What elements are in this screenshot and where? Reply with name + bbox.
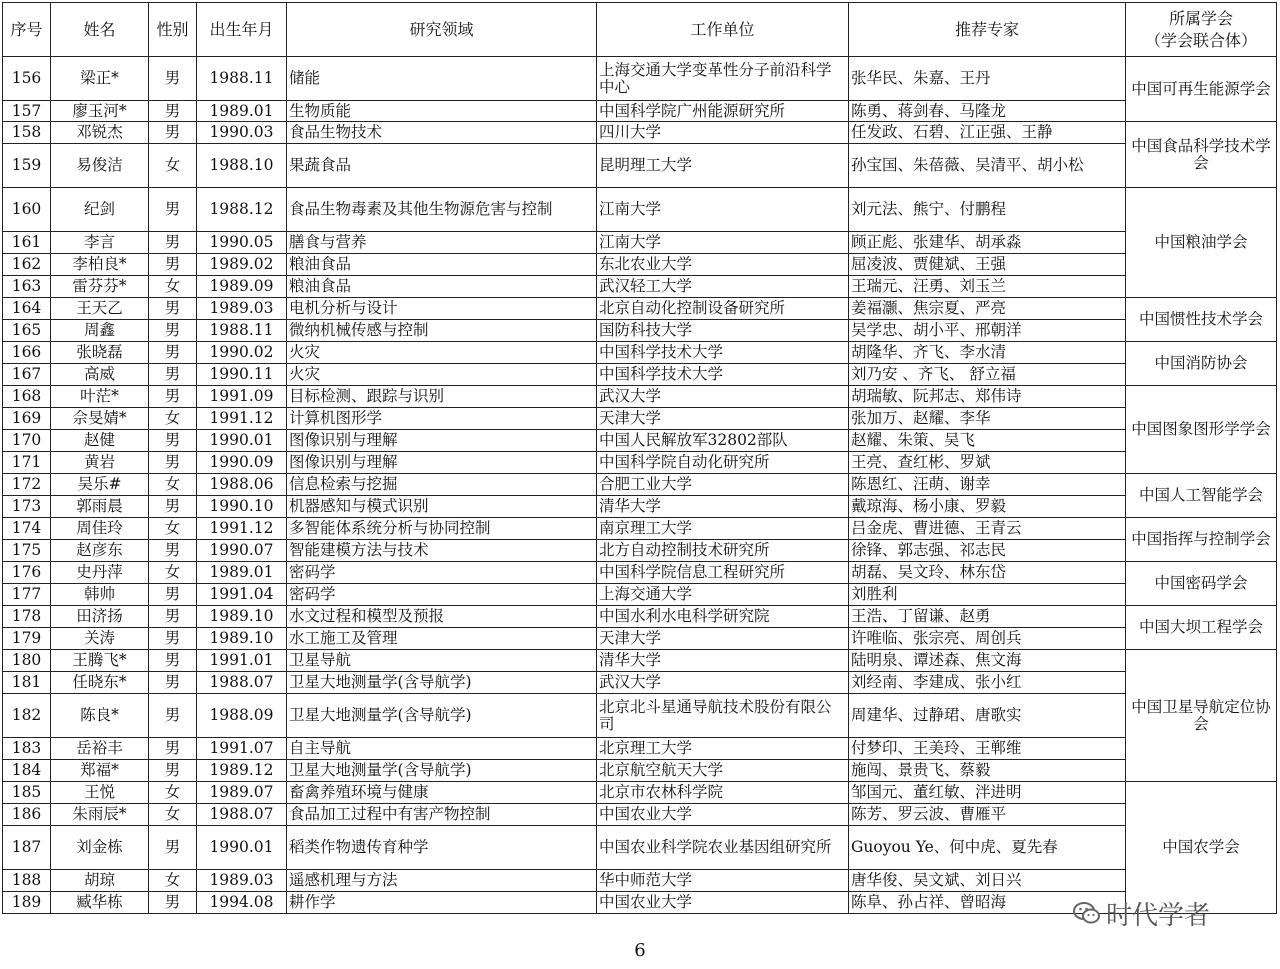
- table-row: [3, 760, 1277, 782]
- cell-no: 180: [3, 650, 51, 672]
- cell-birth: 1989.02: [197, 254, 287, 276]
- cell-field: 卫星大地测量学(含导航学): [287, 672, 597, 694]
- cell-field: 火灾: [287, 364, 597, 386]
- table-row: [3, 518, 1277, 540]
- cell-unit: 中国农业科学院农业基因组研究所: [597, 826, 849, 870]
- cell-birth: 1990.09: [197, 452, 287, 474]
- cell-unit: 北京理工大学: [597, 738, 849, 760]
- cell-experts: 陆明泉、谭述森、焦文海: [849, 650, 1126, 672]
- cell-unit: 中国农业大学: [597, 804, 849, 826]
- cell-field: 密码学: [287, 562, 597, 584]
- cell-name: 纪剑: [51, 188, 149, 232]
- cell-experts: 胡隆华、齐飞、李水清: [849, 342, 1126, 364]
- cell-name: 胡琼: [51, 870, 149, 892]
- cell-name: 郭雨晨: [51, 496, 149, 518]
- cell-birth: 1991.12: [197, 408, 287, 430]
- table-row: [3, 474, 1277, 496]
- cell-no: 174: [3, 518, 51, 540]
- cell-field: 计算机图形学: [287, 408, 597, 430]
- cell-field: 图像识别与理解: [287, 430, 597, 452]
- cell-field: 卫星导航: [287, 650, 597, 672]
- cell-unit: 中国人民解放军32802部队: [597, 430, 849, 452]
- cell-experts: 王瑞元、汪勇、刘玉兰: [849, 276, 1126, 298]
- watermark: [1072, 895, 1252, 931]
- cell-experts: 许唯临、张宗亮、周创兵: [849, 628, 1126, 650]
- cell-field: 耕作学: [287, 892, 597, 914]
- cell-name: 关涛: [51, 628, 149, 650]
- cell-no: 171: [3, 452, 51, 474]
- cell-no: 181: [3, 672, 51, 694]
- cell-unit: 四川大学: [597, 122, 849, 144]
- cell-name: 叶茫*: [51, 386, 149, 408]
- cell-birth: 1989.07: [197, 782, 287, 804]
- cell-society: 中国可再生能源学会: [1126, 57, 1277, 122]
- cell-sex: 女: [149, 474, 197, 496]
- cell-name: 吴乐#: [51, 474, 149, 496]
- cell-birth: 1989.10: [197, 606, 287, 628]
- table-body: [3, 57, 1277, 914]
- cell-field: 食品加工过程中有害产物控制: [287, 804, 597, 826]
- cell-no: 161: [3, 232, 51, 254]
- cell-experts: 吕金虎、曹进德、王青云: [849, 518, 1126, 540]
- cell-name: 高威: [51, 364, 149, 386]
- cell-society: 中国农学会: [1126, 782, 1277, 914]
- cell-no: 156: [3, 57, 51, 101]
- cell-no: 165: [3, 320, 51, 342]
- cell-field: 储能: [287, 57, 597, 101]
- cell-unit: 清华大学: [597, 650, 849, 672]
- cell-unit: 中国水利水电科学研究院: [597, 606, 849, 628]
- table-row: [3, 606, 1277, 628]
- cell-sex: 女: [149, 562, 197, 584]
- table-row: [3, 452, 1277, 474]
- cell-unit: 武汉轻工大学: [597, 276, 849, 298]
- cell-unit: 北京航空航天大学: [597, 760, 849, 782]
- cell-sex: 男: [149, 606, 197, 628]
- page-number: 6: [634, 940, 646, 961]
- cell-birth: 1989.03: [197, 298, 287, 320]
- table-row: [3, 386, 1277, 408]
- cell-no: 188: [3, 870, 51, 892]
- cell-unit: 上海交通大学变革性分子前沿科学中心: [597, 57, 849, 101]
- cell-no: 176: [3, 562, 51, 584]
- cell-birth: 1989.10: [197, 628, 287, 650]
- cell-sex: 男: [149, 738, 197, 760]
- cell-unit: 武汉大学: [597, 672, 849, 694]
- cell-field: 稻类作物遗传育种学: [287, 826, 597, 870]
- cell-society: 中国指挥与控制学会: [1126, 518, 1277, 562]
- cell-no: 163: [3, 276, 51, 298]
- cell-sex: 男: [149, 364, 197, 386]
- cell-sex: 男: [149, 101, 197, 122]
- cell-name: 任晓东*: [51, 672, 149, 694]
- column-header: 研究领域: [287, 3, 597, 57]
- table-row: [3, 738, 1277, 760]
- table-row: [3, 804, 1277, 826]
- cell-name: 臧华栋: [51, 892, 149, 914]
- cell-field: 遥感机理与方法: [287, 870, 597, 892]
- cell-name: 朱雨辰*: [51, 804, 149, 826]
- cell-experts: 屈凌波、贾健斌、王强: [849, 254, 1126, 276]
- cell-society: 中国密码学会: [1126, 562, 1277, 606]
- cell-birth: 1988.11: [197, 57, 287, 101]
- table-row: [3, 694, 1277, 738]
- cell-no: 172: [3, 474, 51, 496]
- table-row: [3, 826, 1277, 870]
- cell-field: 智能建模方法与技术: [287, 540, 597, 562]
- cell-sex: 男: [149, 650, 197, 672]
- cell-experts: 邹国元、董红敏、泮进明: [849, 782, 1126, 804]
- table-row: [3, 496, 1277, 518]
- cell-name: 黄岩: [51, 452, 149, 474]
- cell-field: 畜禽养殖环境与健康: [287, 782, 597, 804]
- cell-unit: 南京理工大学: [597, 518, 849, 540]
- cell-sex: 女: [149, 144, 197, 188]
- cell-experts: 陈勇、蒋剑春、马隆龙: [849, 101, 1126, 122]
- cell-sex: 男: [149, 584, 197, 606]
- cell-no: 179: [3, 628, 51, 650]
- cell-no: 168: [3, 386, 51, 408]
- cell-name: 邓锐杰: [51, 122, 149, 144]
- cell-birth: 1990.10: [197, 496, 287, 518]
- table-row: [3, 408, 1277, 430]
- cell-sex: 女: [149, 870, 197, 892]
- cell-sex: 男: [149, 188, 197, 232]
- cell-name: 韩帅: [51, 584, 149, 606]
- cell-birth: 1991.04: [197, 584, 287, 606]
- cell-sex: 女: [149, 518, 197, 540]
- cell-experts: 刘乃安 、齐飞、 舒立福: [849, 364, 1126, 386]
- wechat-icon: [1072, 898, 1102, 928]
- cell-experts: 刘元法、熊宁、付鹏程: [849, 188, 1126, 232]
- cell-sex: 男: [149, 254, 197, 276]
- table-row: [3, 650, 1277, 672]
- cell-no: 183: [3, 738, 51, 760]
- cell-birth: 1990.02: [197, 342, 287, 364]
- cell-birth: 1990.03: [197, 122, 287, 144]
- cell-unit: 中国科学院自动化研究所: [597, 452, 849, 474]
- cell-sex: 男: [149, 540, 197, 562]
- cell-experts: 吴学忠、胡小平、邢朝洋: [849, 320, 1126, 342]
- cell-name: 陈良*: [51, 694, 149, 738]
- table-row: [3, 584, 1277, 606]
- cell-sex: 男: [149, 694, 197, 738]
- candidate-table: [2, 2, 1277, 914]
- cell-birth: 1994.08: [197, 892, 287, 914]
- column-header: 性别: [149, 3, 197, 57]
- table-header-row: [3, 3, 1277, 57]
- cell-experts: 刘经南、李建成、张小红: [849, 672, 1126, 694]
- cell-no: 164: [3, 298, 51, 320]
- cell-experts: 陈阜、孙占祥、曾昭海: [849, 892, 1126, 914]
- table-row: [3, 320, 1277, 342]
- column-header: 所属学会 （学会联合体）: [1126, 3, 1277, 57]
- cell-birth: 1990.07: [197, 540, 287, 562]
- cell-unit: 天津大学: [597, 628, 849, 650]
- cell-name: 梁正*: [51, 57, 149, 101]
- cell-sex: 男: [149, 232, 197, 254]
- table-row: [3, 628, 1277, 650]
- cell-sex: 男: [149, 496, 197, 518]
- cell-unit: 武汉大学: [597, 386, 849, 408]
- cell-unit: 中国科学技术大学: [597, 364, 849, 386]
- cell-field: 自主导航: [287, 738, 597, 760]
- cell-birth: 1988.12: [197, 188, 287, 232]
- cell-unit: 东北农业大学: [597, 254, 849, 276]
- cell-experts: 徐锋、郭志强、祁志民: [849, 540, 1126, 562]
- cell-field: 果蔬食品: [287, 144, 597, 188]
- cell-birth: 1990.05: [197, 232, 287, 254]
- cell-unit: 北京市农林科学院: [597, 782, 849, 804]
- cell-sex: 男: [149, 386, 197, 408]
- cell-experts: 赵耀、朱策、吴飞: [849, 430, 1126, 452]
- cell-birth: 1989.01: [197, 562, 287, 584]
- cell-sex: 女: [149, 276, 197, 298]
- cell-sex: 男: [149, 430, 197, 452]
- cell-name: 王天乙: [51, 298, 149, 320]
- cell-sex: 男: [149, 826, 197, 870]
- cell-experts: 王亮、查红彬、罗斌: [849, 452, 1126, 474]
- cell-field: 图像识别与理解: [287, 452, 597, 474]
- table-row: [3, 57, 1277, 101]
- cell-sex: 男: [149, 892, 197, 914]
- cell-no: 157: [3, 101, 51, 122]
- cell-birth: 1989.09: [197, 276, 287, 298]
- cell-field: 食品生物毒素及其他生物源危害与控制: [287, 188, 597, 232]
- table-row: [3, 672, 1277, 694]
- cell-experts: 付梦印、王美玲、王郸维: [849, 738, 1126, 760]
- cell-field: 微纳机械传感与控制: [287, 320, 597, 342]
- cell-sex: 男: [149, 760, 197, 782]
- table-row: [3, 342, 1277, 364]
- cell-name: 易俊洁: [51, 144, 149, 188]
- cell-unit: 北京自动化控制设备研究所: [597, 298, 849, 320]
- column-header: 姓名: [51, 3, 149, 57]
- cell-no: 167: [3, 364, 51, 386]
- table-row: [3, 122, 1277, 144]
- cell-sex: 男: [149, 342, 197, 364]
- cell-experts: 张加万、赵耀、李华: [849, 408, 1126, 430]
- cell-birth: 1988.10: [197, 144, 287, 188]
- cell-name: 张晓磊: [51, 342, 149, 364]
- cell-name: 李言: [51, 232, 149, 254]
- cell-society: 中国食品科学技术学会: [1126, 122, 1277, 188]
- table-row: [3, 144, 1277, 188]
- cell-field: 粮油食品: [287, 254, 597, 276]
- cell-birth: 1988.07: [197, 672, 287, 694]
- table-row: [3, 870, 1277, 892]
- cell-field: 目标检测、跟踪与识别: [287, 386, 597, 408]
- cell-birth: 1991.12: [197, 518, 287, 540]
- cell-experts: 陈芳、罗云波、曹雁平: [849, 804, 1126, 826]
- cell-no: 184: [3, 760, 51, 782]
- cell-sex: 男: [149, 298, 197, 320]
- cell-sex: 男: [149, 452, 197, 474]
- cell-field: 机器感知与模式识别: [287, 496, 597, 518]
- cell-no: 160: [3, 188, 51, 232]
- cell-birth: 1990.11: [197, 364, 287, 386]
- cell-experts: 任发政、石碧、江正强、王静: [849, 122, 1126, 144]
- table-row: [3, 430, 1277, 452]
- cell-name: 廖玉河*: [51, 101, 149, 122]
- cell-experts: 张华民、朱嘉、王丹: [849, 57, 1126, 101]
- table-row: [3, 782, 1277, 804]
- cell-unit: 北京北斗星通导航技术股份有限公司: [597, 694, 849, 738]
- cell-field: 多智能体系统分析与协同控制: [287, 518, 597, 540]
- cell-no: 186: [3, 804, 51, 826]
- cell-no: 182: [3, 694, 51, 738]
- table-row: [3, 276, 1277, 298]
- table-row: [3, 254, 1277, 276]
- cell-birth: 1990.01: [197, 826, 287, 870]
- cell-no: 159: [3, 144, 51, 188]
- cell-no: 169: [3, 408, 51, 430]
- cell-experts: 陈恩红、汪萌、谢幸: [849, 474, 1126, 496]
- cell-experts: 唐华俊、吴文斌、刘日兴: [849, 870, 1126, 892]
- column-header: 序号: [3, 3, 51, 57]
- cell-name: 王腾飞*: [51, 650, 149, 672]
- cell-birth: 1989.03: [197, 870, 287, 892]
- cell-no: 177: [3, 584, 51, 606]
- cell-field: 信息检索与挖掘: [287, 474, 597, 496]
- cell-field: 密码学: [287, 584, 597, 606]
- cell-sex: 男: [149, 672, 197, 694]
- cell-experts: 施闯、景贵飞、蔡毅: [849, 760, 1126, 782]
- cell-unit: 中国农业大学: [597, 892, 849, 914]
- cell-field: 水文过程和模型及预报: [287, 606, 597, 628]
- cell-unit: 昆明理工大学: [597, 144, 849, 188]
- cell-experts: 刘胜利: [849, 584, 1126, 606]
- cell-sex: 男: [149, 320, 197, 342]
- cell-birth: 1988.07: [197, 804, 287, 826]
- cell-sex: 男: [149, 57, 197, 101]
- cell-sex: 男: [149, 122, 197, 144]
- cell-name: 王悦: [51, 782, 149, 804]
- cell-experts: 胡磊、吴文玲、林东岱: [849, 562, 1126, 584]
- cell-society: 中国卫星导航定位协会: [1126, 650, 1277, 782]
- cell-experts: 胡瑞敏、阮邦志、郑伟诗: [849, 386, 1126, 408]
- cell-no: 158: [3, 122, 51, 144]
- cell-name: 佘旻婧*: [51, 408, 149, 430]
- cell-sex: 女: [149, 804, 197, 826]
- table-row: [3, 562, 1277, 584]
- cell-no: 185: [3, 782, 51, 804]
- cell-experts: 周建华、过静珺、唐歌实: [849, 694, 1126, 738]
- watermark-text: 时代学者: [1106, 900, 1211, 931]
- cell-experts: 王浩、丁留谦、赵勇: [849, 606, 1126, 628]
- cell-unit: 华中师范大学: [597, 870, 849, 892]
- cell-no: 166: [3, 342, 51, 364]
- cell-unit: 中国科学技术大学: [597, 342, 849, 364]
- cell-name: 雷芬芬*: [51, 276, 149, 298]
- cell-experts: 姜福灏、焦宗夏、严亮: [849, 298, 1126, 320]
- cell-birth: 1989.01: [197, 101, 287, 122]
- cell-name: 赵健: [51, 430, 149, 452]
- cell-name: 周佳玲: [51, 518, 149, 540]
- cell-sex: 女: [149, 408, 197, 430]
- cell-field: 电机分析与设计: [287, 298, 597, 320]
- cell-field: 卫星大地测量学(含导航学): [287, 760, 597, 782]
- cell-birth: 1991.09: [197, 386, 287, 408]
- cell-sex: 女: [149, 782, 197, 804]
- cell-field: 卫星大地测量学(含导航学): [287, 694, 597, 738]
- cell-name: 岳裕丰: [51, 738, 149, 760]
- cell-society: 中国消防协会: [1126, 342, 1277, 386]
- cell-unit: 中国科学院信息工程研究所: [597, 562, 849, 584]
- table-row: [3, 101, 1277, 122]
- cell-unit: 中国科学院广州能源研究所: [597, 101, 849, 122]
- cell-sex: 男: [149, 628, 197, 650]
- cell-name: 郑福*: [51, 760, 149, 782]
- cell-experts: Guoyou Ye、何中虎、夏先春: [849, 826, 1126, 870]
- table-row: [3, 364, 1277, 386]
- cell-name: 赵彦东: [51, 540, 149, 562]
- cell-birth: 1991.07: [197, 738, 287, 760]
- cell-society: 中国粮油学会: [1126, 188, 1277, 298]
- table-row: [3, 232, 1277, 254]
- column-header: 出生年月: [197, 3, 287, 57]
- cell-no: 173: [3, 496, 51, 518]
- cell-field: 膳食与营养: [287, 232, 597, 254]
- table-row: [3, 298, 1277, 320]
- cell-society: 中国大坝工程学会: [1126, 606, 1277, 650]
- cell-field: 火灾: [287, 342, 597, 364]
- cell-birth: 1988.06: [197, 474, 287, 496]
- cell-name: 刘金栋: [51, 826, 149, 870]
- cell-no: 187: [3, 826, 51, 870]
- cell-no: 170: [3, 430, 51, 452]
- cell-experts: 戴琼海、杨小康、罗毅: [849, 496, 1126, 518]
- cell-name: 田济扬: [51, 606, 149, 628]
- cell-birth: 1991.01: [197, 650, 287, 672]
- cell-experts: 孙宝国、朱蓓薇、吴清平、胡小松: [849, 144, 1126, 188]
- cell-unit: 江南大学: [597, 188, 849, 232]
- cell-unit: 江南大学: [597, 232, 849, 254]
- cell-field: 生物质能: [287, 101, 597, 122]
- cell-no: 162: [3, 254, 51, 276]
- cell-experts: 顾正彪、张建华、胡承淼: [849, 232, 1126, 254]
- cell-birth: 1988.09: [197, 694, 287, 738]
- cell-no: 189: [3, 892, 51, 914]
- cell-name: 李柏良*: [51, 254, 149, 276]
- cell-field: 水工施工及管理: [287, 628, 597, 650]
- cell-no: 178: [3, 606, 51, 628]
- cell-unit: 国防科技大学: [597, 320, 849, 342]
- column-header: 工作单位: [597, 3, 849, 57]
- cell-society: 中国人工智能学会: [1126, 474, 1277, 518]
- cell-unit: 清华大学: [597, 496, 849, 518]
- cell-unit: 北方自动控制技术研究所: [597, 540, 849, 562]
- cell-name: 史丹萍: [51, 562, 149, 584]
- cell-field: 食品生物技术: [287, 122, 597, 144]
- cell-unit: 天津大学: [597, 408, 849, 430]
- cell-field: 粮油食品: [287, 276, 597, 298]
- cell-birth: 1989.12: [197, 760, 287, 782]
- cell-unit: 合肥工业大学: [597, 474, 849, 496]
- cell-name: 周鑫: [51, 320, 149, 342]
- cell-birth: 1990.01: [197, 430, 287, 452]
- table-row: [3, 540, 1277, 562]
- cell-unit: 上海交通大学: [597, 584, 849, 606]
- column-header: 推荐专家: [849, 3, 1126, 57]
- cell-society: 中国惯性技术学会: [1126, 298, 1277, 342]
- cell-society: 中国图象图形学学会: [1126, 386, 1277, 474]
- table-row: [3, 188, 1277, 232]
- cell-birth: 1988.11: [197, 320, 287, 342]
- cell-no: 175: [3, 540, 51, 562]
